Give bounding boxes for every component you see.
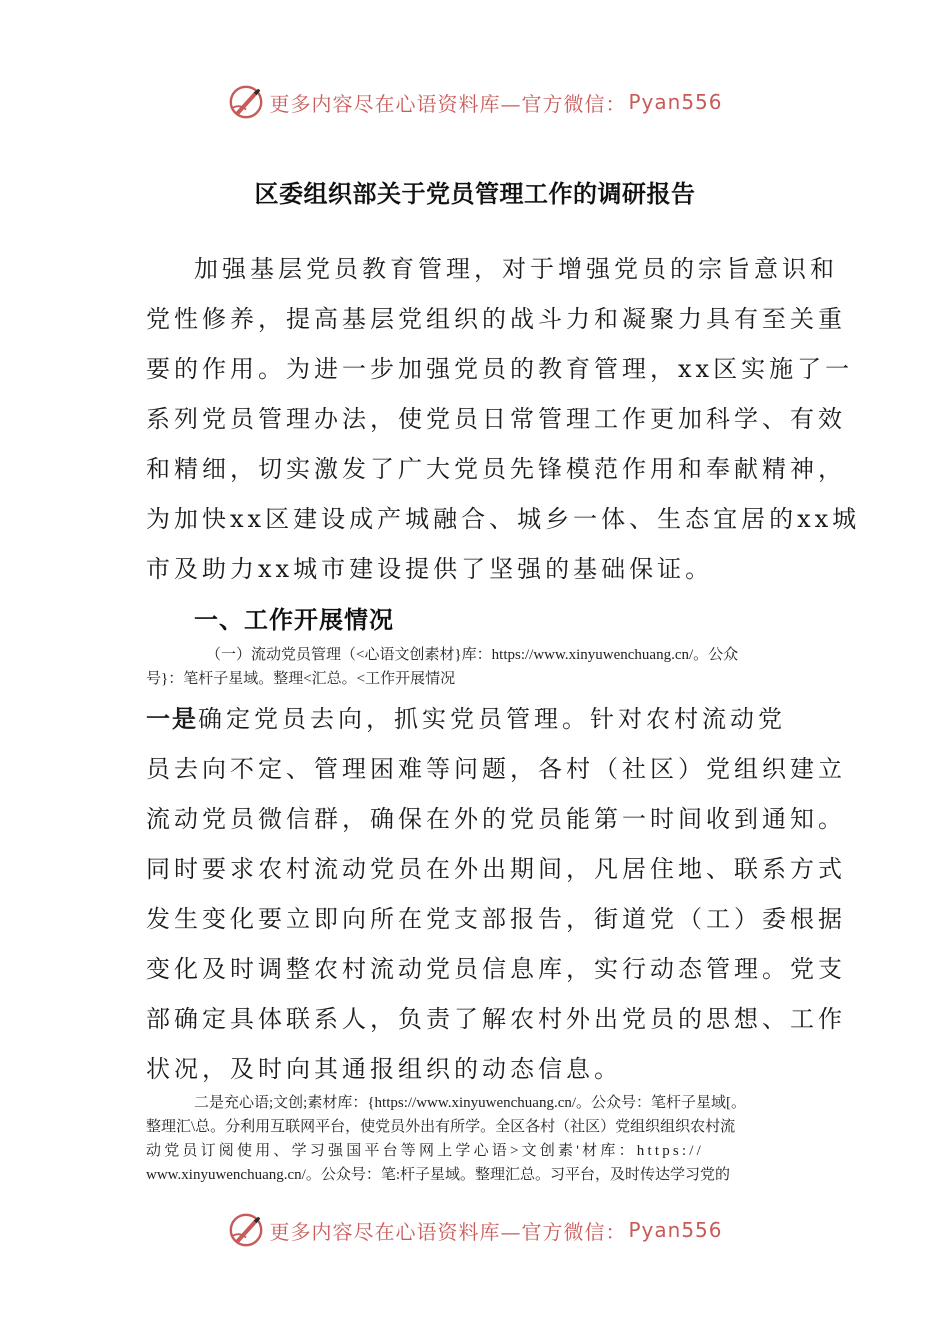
text-line: 部确定具体联系人，负责了解农村外出党员的思想、工作	[146, 1005, 846, 1033]
pen-logo-icon	[227, 83, 265, 121]
banner-handle: Pyan556	[628, 90, 723, 114]
text-line: 发生变化要立即向所在党支部报告，街道党（工）委根据	[146, 905, 846, 933]
note-line: 二是充心语;文创;素材库：{https://www.xinyuwenchuang.cn/。公众号：笔杆子星域[。	[194, 1095, 747, 1111]
text-line: 加强基层党员教育管理，对于增强党员的宗旨意识和	[194, 255, 838, 283]
point-text: 确定党员去向，抓实党员管理。针对农村流动党	[198, 705, 786, 733]
note-line: www.xinyuwenchuang.cn/。公众号：笔:杆子星域。整理汇总。习平台，及时传达学习党的	[146, 1167, 730, 1183]
banner-text: 更多内容尽在心语资料库—官方微信：	[269, 1219, 627, 1244]
banner-handle: Pyan556	[628, 1218, 723, 1242]
note-line: 号}：笔杆子星域。整理<汇总。<工作开展情况	[146, 671, 456, 687]
text-line: 党性修养，提高基层党组织的战斗力和凝聚力具有至关重	[146, 305, 846, 333]
text-line: 和精细，切实激发了广大党员先锋模范作用和奉献精神，	[146, 455, 846, 483]
header-banner	[0, 80, 950, 124]
text-line: 变化及时调整农村流动党员信息库，实行动态管理。党支	[146, 955, 846, 983]
pen-logo-icon	[227, 1211, 265, 1249]
note-line: 整理汇\总。分利用互联网平台，使党员外出有所学。全区各村（社区）党组织组织农村流	[146, 1119, 736, 1135]
footer-banner	[0, 1208, 950, 1252]
text-line: 同时要求农村流动党员在外出期间，凡居住地、联系方式	[146, 855, 846, 883]
watermark-note	[146, 1091, 810, 1187]
document-title: 区委组织部关于党员管理工作的调研报告	[254, 180, 696, 208]
text-line: 流动党员微信群，确保在外的党员能第一时间收到通知。	[146, 805, 846, 833]
text-line	[146, 694, 806, 744]
point-lead: 一是	[146, 705, 198, 733]
banner-text: 更多内容尽在心语资料库—官方微信：	[269, 91, 627, 116]
text-line: 员去向不定、管理困难等问题，各村（社区）党组织建立	[146, 755, 846, 783]
note-line: （一）流动党员管理（<心语文创素材}库：https://www.xinyuwenchuang.cn/。公众	[206, 647, 739, 663]
text-line: 要的作用。为进一步加强党员的教育管理，xx区实施了一	[146, 355, 854, 383]
text-line: 市及助力xx城市建设提供了坚强的基础保证。	[146, 555, 714, 583]
text-line: 状况，及时向其通报组织的动态信息。	[146, 1055, 622, 1083]
note-line: 动党员订阅使用、学习强国平台等网上学心语>文创素'材库：https://	[146, 1143, 705, 1159]
section-heading: 一、工作开展情况	[194, 606, 394, 634]
watermark-note	[146, 643, 810, 691]
text-line: 为加快xx区建设成产城融合、城乡一体、生态宜居的xx城	[146, 505, 861, 533]
intro-paragraph	[146, 244, 861, 594]
text-line: 系列党员管理办法，使党员日常管理工作更加科学、有效	[146, 405, 846, 433]
point-one-paragraph	[146, 694, 846, 1094]
